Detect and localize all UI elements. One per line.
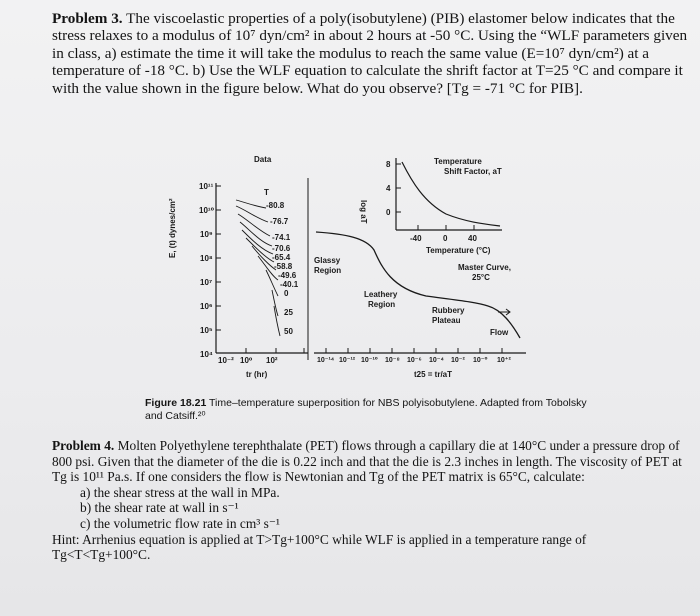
problem-4-item-b: b) the shear rate at wall in s⁻¹ [80, 500, 239, 516]
inset-y-label: log aT [359, 200, 368, 224]
x-tick-right-6: 10⁻² [451, 357, 465, 364]
leathery-label-2: Region [368, 300, 396, 309]
temp-7: -40.1 [280, 280, 299, 289]
inset-x-tick-1: 0 [443, 234, 448, 243]
x-tick-right-1: 10⁻¹² [339, 357, 356, 364]
figure-caption-text: Time–temperature superposition for NBS polyisobutylene. Adapted from Tobolsky and Catsiff.²⁰ [145, 397, 587, 422]
problem-3-text: The viscoelastic properties of a poly(isobutylene) (PIB) elastomer below indicates that the stress relaxes to a modulus of 10⁷ dyn/cm² in about 2 hours at -50 °C. Using the “WLF parameters given in class, a) estimate the time it will take the modulus to reach the same value (E=10⁷ dyn/cm²) at a temperature of -18 °C. b) Use the WLF equation to calculate the shrift factor at T=25 °C and compare it with the value shown in the figure below. What do you observe? [Tg = -71 °C for PIB]. [52, 10, 688, 97]
temp-6: -49.6 [278, 271, 297, 280]
leathery-label-1: Leathery [364, 290, 398, 299]
rubbery-label-1: Rubbery [432, 306, 465, 315]
temp-4: -65.4 [272, 253, 291, 262]
inset-title-1: Temperature [434, 157, 482, 166]
inset-y-tick-0: 8 [386, 160, 391, 169]
inset-title-2: Shift Factor, aT [444, 167, 502, 176]
temp-header: T [264, 188, 269, 197]
problem-3-heading: Problem 3. [52, 10, 123, 27]
problem-4-item-a: a) the shear stress at the wall in MPa. [80, 484, 280, 500]
master-curve-label-1: Master Curve, [458, 263, 511, 272]
x-tick-right-5: 10⁻⁴ [429, 357, 444, 364]
problem-4-block [52, 438, 682, 563]
y-tick-1: 10¹⁰ [199, 206, 215, 215]
problem-4-item-c: c) the volumetric flow rate in cm³ s⁻¹ [80, 515, 280, 531]
rubbery-label-2: Plateau [432, 316, 461, 325]
y-tick-0: 10¹¹ [199, 182, 214, 191]
y-tick-2: 10⁹ [200, 230, 213, 239]
x-tick-right-2: 10⁻¹⁰ [361, 357, 378, 364]
inset-x-tick-2: 40 [468, 234, 477, 243]
x-tick-right-8: 10⁺² [497, 357, 511, 364]
x-tick-left-1: 10⁰ [240, 356, 253, 365]
glassy-label-2: Region [314, 266, 342, 275]
x-tick-left-2: 10² [266, 356, 278, 365]
problem-4-heading: Problem 4. [52, 438, 115, 453]
x-label-right: t25 = tr/aT [414, 370, 453, 379]
temp-10: 50 [284, 327, 293, 336]
inset-x-tick-0: -40 [410, 234, 422, 243]
temp-8: 0 [284, 289, 289, 298]
figure-time-temperature-superposition [168, 138, 536, 388]
y-axis-label: E, (t) dynes/cm² [168, 198, 177, 258]
x-tick-right-3: 10⁻⁸ [385, 357, 400, 364]
problem-4-hint: Hint: Arrhenius equation is applied at T>Tg+100°C while WLF is applied in a temperature range of Tg<T<Tg+100°C. [52, 531, 587, 563]
temp-2: -74.1 [272, 233, 291, 242]
inset-x-label: Temperature (°C) [426, 246, 491, 255]
glassy-label-1: Glassy [314, 256, 341, 265]
inset-y-tick-2: 0 [386, 208, 391, 217]
figure-caption-label: Figure 18.21 [145, 397, 207, 409]
temp-3: -70.6 [272, 244, 291, 253]
figure-caption [145, 397, 605, 423]
problem-4-text: Molten Polyethylene terephthalate (PET) flows through a capillary die at 140°C under a pressure drop of 800 psi. Given that the diameter of the die is 0.22 inch and that the die is 2.3 inches in length. The viscosity of PET at Tg is 10¹¹ Pa.s. If one considers the flow is Newtonian and Tg of the PET matrix is 65°C, calculate: [52, 438, 682, 485]
x-tick-right-0: 10⁻¹⁴ [317, 357, 335, 364]
y-tick-5: 10⁶ [200, 302, 213, 311]
y-tick-7: 10⁴ [200, 350, 213, 359]
problem-4-paragraph [52, 438, 682, 485]
y-tick-6: 10⁵ [200, 326, 213, 335]
master-curve-label-2: 25°C [472, 273, 490, 282]
x-label-left: tr (hr) [246, 370, 268, 379]
x-tick-left-0: 10⁻² [218, 356, 234, 365]
y-tick-3: 10⁸ [200, 254, 213, 263]
problem-3-paragraph [52, 10, 692, 97]
flow-arrow-icon [498, 309, 510, 315]
x-tick-right-7: 10⁻⁰ [473, 357, 488, 364]
temp-5: -58.8 [274, 262, 293, 271]
temp-0: -80.8 [266, 201, 285, 210]
y-tick-4: 10⁷ [200, 278, 213, 287]
inset-y-tick-1: 4 [386, 184, 391, 193]
data-label: Data [254, 155, 272, 164]
temp-9: 25 [284, 308, 293, 317]
x-tick-right-4: 10⁻⁶ [407, 357, 422, 364]
flow-label: Flow [490, 328, 509, 337]
temp-1: -76.7 [270, 217, 289, 226]
